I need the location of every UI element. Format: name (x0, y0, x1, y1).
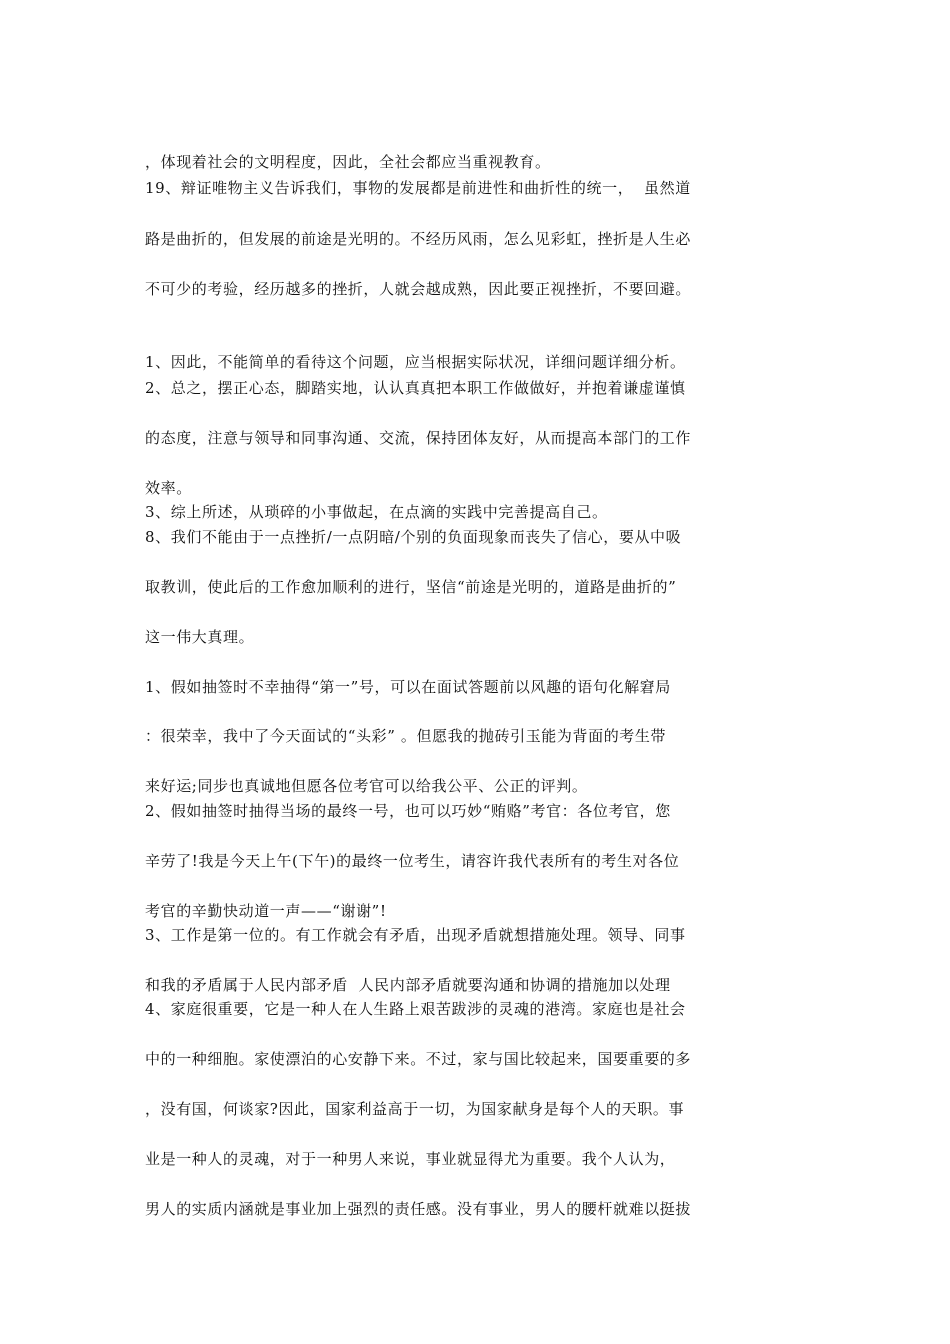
text-line: 这一伟大真理。 (145, 628, 255, 646)
text-line: 男人的实质内涵就是事业加上强烈的责任感。没有事业，男人的腰杆就难以挺拔 (145, 1200, 692, 1218)
text-line: 不可少的考验，经历越多的挫折，人就会越成熟，因此要正视挫折，不要回避。 (145, 280, 692, 298)
text-line: 辛劳了!我是今天上午(下午)的最终一位考生，请容许我代表所有的考生对各位 (145, 852, 680, 870)
text-line: 取教训，使此后的工作愈加顺利的进行，坚信“前途是光明的，道路是曲折的” (145, 578, 677, 596)
text-line: 的态度，注意与领导和同事沟通、交流，保持团体友好，从而提高本部门的工作 (145, 429, 692, 447)
text-line: 2、总之，摆正心态，脚踏实地，认认真真把本职工作做做好，并抱着谦虚谨慎 (145, 379, 686, 397)
text-line: ，体现着社会的文明程度，因此，全社会都应当重视教育。 (145, 153, 551, 171)
text-line: 3、工作是第一位的。有工作就会有矛盾，出现矛盾就想措施处理。领导、同事 (145, 926, 686, 944)
text-line: 1、假如抽签时不幸抽得“第一”号，可以在面试答题前以风趣的语句化解窘局 (145, 678, 671, 696)
text-line: 中的一种细胞。家使漂泊的心安静下来。不过，家与国比较起来，国要重要的多 (145, 1050, 692, 1068)
text-line: ，没有国，何谈家?因此，国家利益高于一切，为国家献身是每个人的天职。事 (145, 1100, 685, 1118)
text-line: 来好运;同步也真诚地但愿各位考官可以给我公平、公正的评判。 (145, 777, 588, 795)
text-line: 4、家庭很重要，它是一种人在人生路上艰苦跋涉的灵魂的港湾。家庭也是社会 (145, 1000, 686, 1018)
text-line: 1、因此，不能简单的看待这个问题，应当根据实际状况，详细问题详细分析。 (145, 353, 686, 371)
text-line: 8、我们不能由于一点挫折/一点阴暗/个别的负面现象而丧失了信心，要从中吸 (145, 528, 682, 546)
text-line: ：很荣幸，我中了今天面试的“头彩” 。但愿我的抛砖引玉能为背面的考生带 (145, 727, 667, 745)
text-line: 业是一种人的灵魂，对于一种男人来说，事业就显得尤为重要。我个人认为， (145, 1150, 676, 1168)
text-line: 考官的辛勤快动道一声——“谢谢”! (145, 902, 387, 920)
text-line: 和我的矛盾属于人民内部矛盾 人民内部矛盾就要沟通和协调的措施加以处理 (145, 976, 671, 994)
text-line: 2、假如抽签时抽得当场的最终一号，也可以巧妙“贿赂”考官：各位考官，您 (145, 802, 671, 820)
text-line: 3、综上所述，从琐碎的小事做起，在点滴的实践中完善提高自己。 (145, 503, 608, 521)
text-line: 效率。 (145, 479, 192, 497)
text-line: 路是曲折的，但发展的前途是光明的。不经历风雨，怎么见彩虹，挫折是人生必 (145, 230, 692, 248)
text-line: 19、辩证唯物主义告诉我们，事物的发展都是前进性和曲折性的统一， 虽然道 (145, 179, 691, 197)
